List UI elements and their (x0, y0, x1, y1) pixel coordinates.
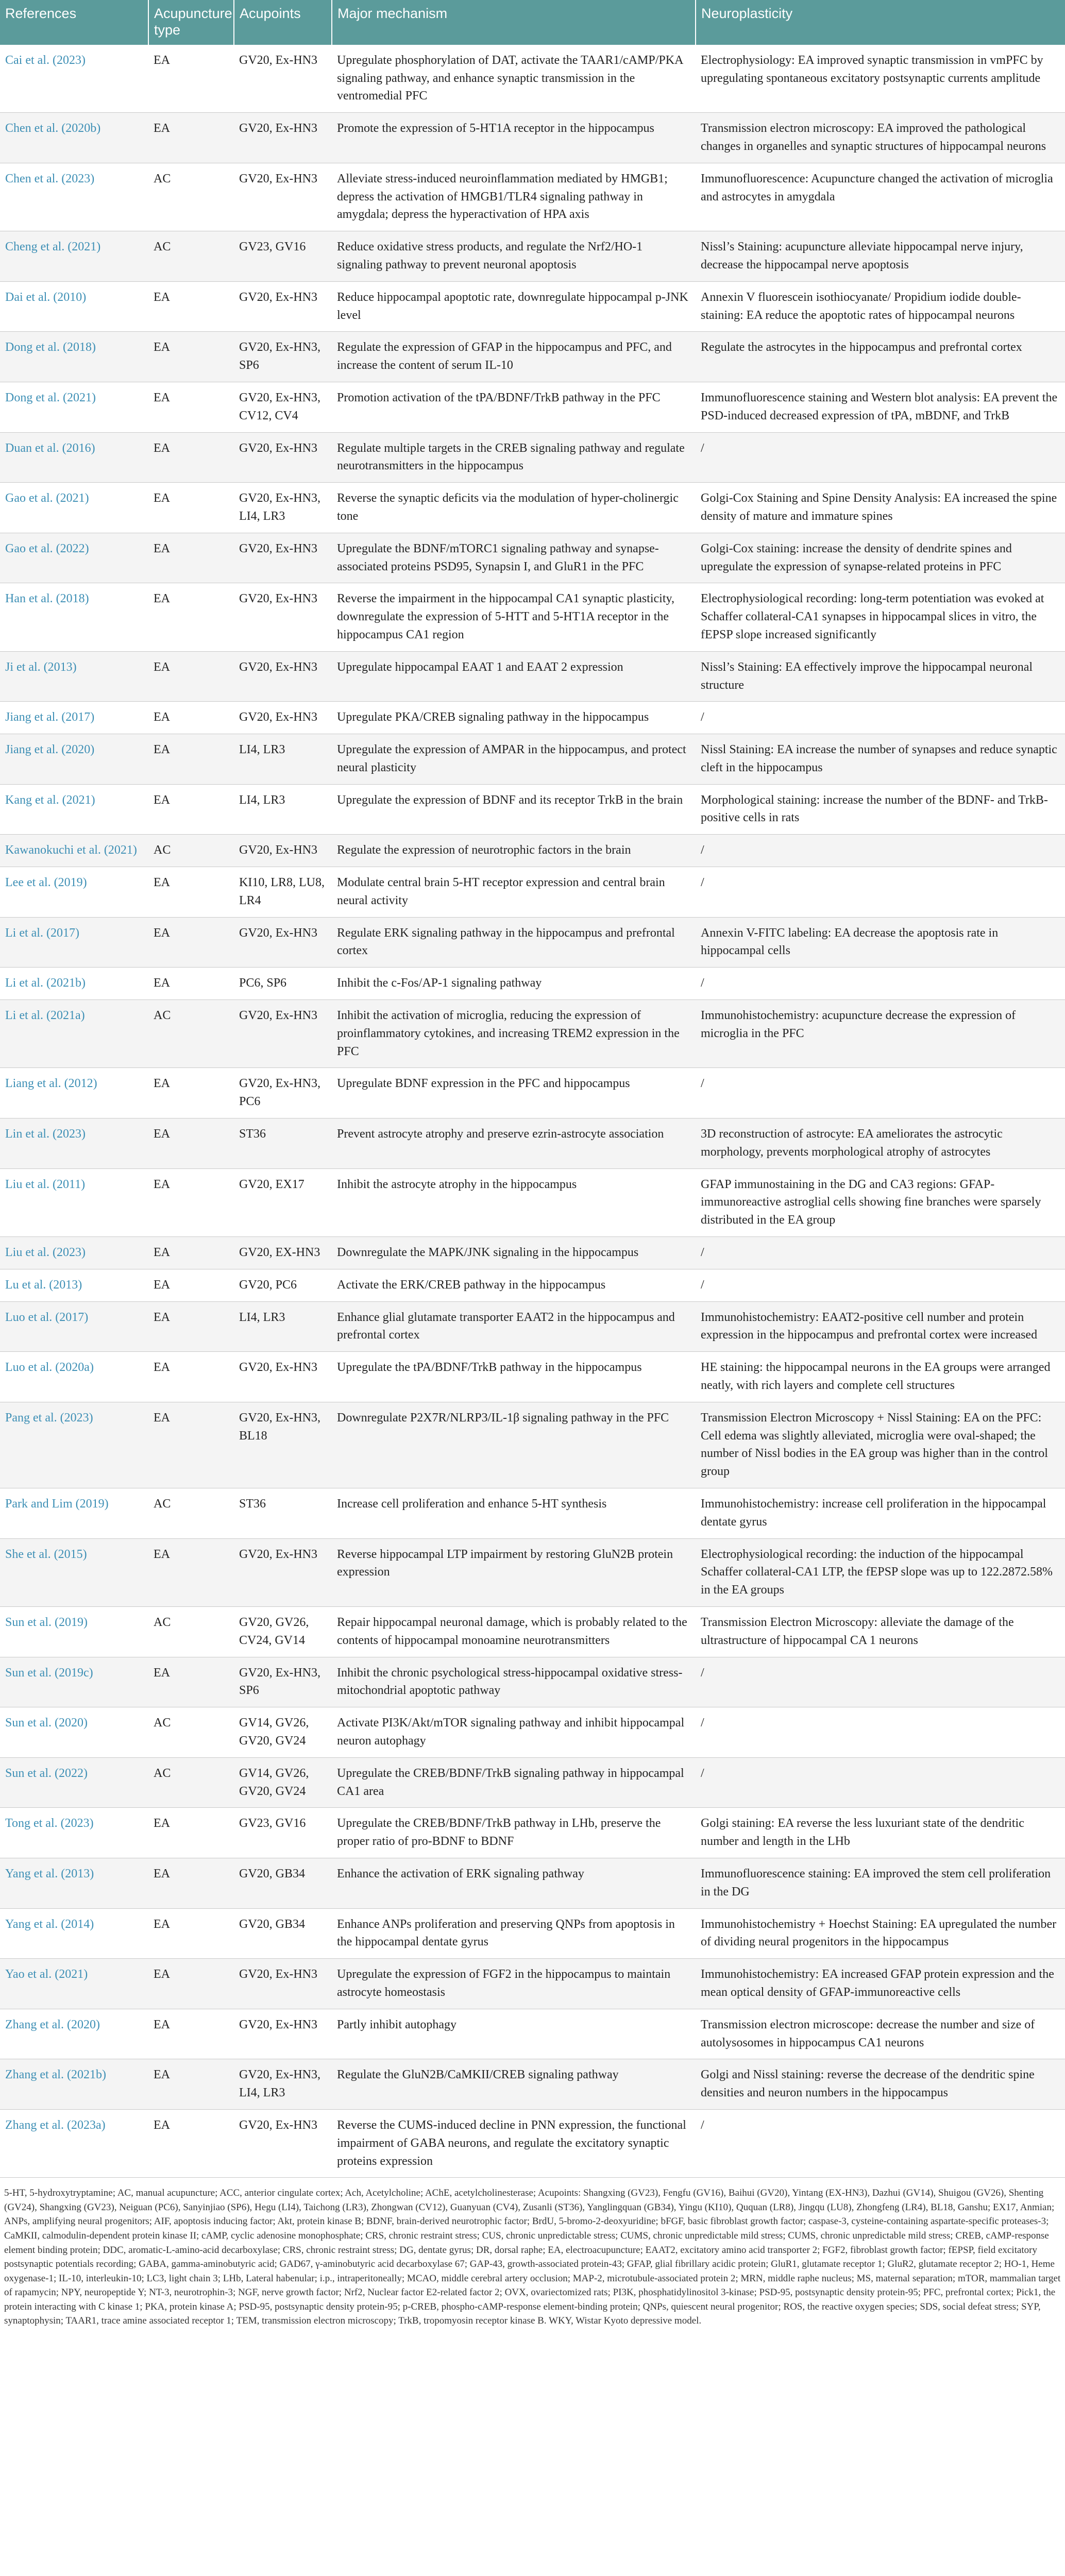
acupuncture-type-cell: EA (148, 2059, 234, 2110)
acupuncture-type-cell: EA (148, 483, 234, 533)
acupoints-cell: GV20, Ex-HN3 (234, 1538, 332, 1606)
reference-cell[interactable]: Tong et al. (2023) (0, 1808, 148, 1858)
acupuncture-type-cell: EA (148, 917, 234, 968)
acupuncture-type-cell: AC (148, 1757, 234, 1808)
table-row (0, 2109, 1065, 2177)
acupoints-cell: KI10, LR8, LU8, LR4 (234, 867, 332, 918)
neuroplasticity-cell: Nissl Staining: EA increase the number of synapses and reduce synaptic cleft in the hippocampus (696, 734, 1065, 785)
table-row (0, 113, 1065, 163)
acupuncture-type-cell: EA (148, 1168, 234, 1236)
table-row (0, 382, 1065, 432)
major-mechanism-cell: Inhibit the chronic psychological stress-hippocampal oxidative stress-mitochondrial apoptotic pathway (332, 1657, 696, 1707)
acupoints-cell: GV20, Ex-HN3 (234, 45, 332, 113)
table-row (0, 1959, 1065, 2009)
acupuncture-type-cell: EA (148, 867, 234, 918)
acupoints-cell: GV20, Ex-HN3 (234, 702, 332, 734)
acupoints-cell: ST36 (234, 1488, 332, 1539)
table-row (0, 734, 1065, 785)
acupuncture-type-cell: EA (148, 1908, 234, 1959)
major-mechanism-cell: Upregulate the tPA/BDNF/TrkB pathway in the hippocampus (332, 1352, 696, 1402)
reference-cell[interactable]: Liu et al. (2011) (0, 1168, 148, 1236)
acupoints-cell: GV14, GV26, GV20, GV24 (234, 1757, 332, 1808)
acupuncture-type-cell: EA (148, 2109, 234, 2177)
major-mechanism-cell: Modulate central brain 5-HT receptor expression and central brain neural activity (332, 867, 696, 918)
acupuncture-type-cell: AC (148, 1488, 234, 1539)
reference-cell[interactable]: Sun et al. (2020) (0, 1707, 148, 1758)
neuroplasticity-cell: GFAP immunostaining in the DG and CA3 regions: GFAP-immunoreactive astroglial cells showing fine branches were sparsely distributed in the EA group (696, 1168, 1065, 1236)
neuroplasticity-cell: / (696, 1068, 1065, 1118)
neuroplasticity-cell: / (696, 2109, 1065, 2177)
table-row (0, 1118, 1065, 1169)
neuroplasticity-cell: Golgi-Cox Staining and Spine Density Analysis: EA increased the spine density of mature and immature spines (696, 483, 1065, 533)
major-mechanism-cell: Upregulate phosphorylation of DAT, activate the TAAR1/cAMP/PKA signaling pathway, and enhance synaptic transmission in the ventromedial PFC (332, 45, 696, 113)
major-mechanism-cell: Regulate the expression of neurotrophic factors in the brain (332, 835, 696, 867)
major-mechanism-cell: Inhibit the c-Fos/AP-1 signaling pathway (332, 968, 696, 1000)
table-row (0, 1757, 1065, 1808)
table-row (0, 1657, 1065, 1707)
major-mechanism-cell: Upregulate the expression of AMPAR in the hippocampus, and protect neural plasticity (332, 734, 696, 785)
reference-cell[interactable]: Kawanokuchi et al. (2021) (0, 835, 148, 867)
reference-cell[interactable]: Zhang et al. (2023a) (0, 2109, 148, 2177)
neuroplasticity-cell: / (696, 835, 1065, 867)
acupuncture-type-cell: EA (148, 2009, 234, 2059)
major-mechanism-cell: Inhibit the astrocyte atrophy in the hippocampus (332, 1168, 696, 1236)
acupoints-cell: GV20, Ex-HN3 (234, 583, 332, 651)
acupuncture-type-cell: EA (148, 1237, 234, 1269)
neuroplasticity-cell: Golgi staining: EA reverse the less luxuriant state of the dendritic number and length in the LHb (696, 1808, 1065, 1858)
reference-cell[interactable]: Liu et al. (2023) (0, 1237, 148, 1269)
table-row (0, 1237, 1065, 1269)
acupuncture-type-cell: EA (148, 1858, 234, 1908)
acupoints-cell: GV20, Ex-HN3 (234, 917, 332, 968)
acupuncture-type-cell: EA (148, 332, 234, 382)
reference-cell[interactable]: Liang et al. (2012) (0, 1068, 148, 1118)
neuroplasticity-cell: Immunofluorescence: Acupuncture changed the activation of microglia and astrocytes in amygdala (696, 163, 1065, 231)
neuroplasticity-cell: Immunohistochemistry: increase cell proliferation in the hippocampal dentate gyrus (696, 1488, 1065, 1539)
table-row (0, 483, 1065, 533)
acupuncture-type-cell: EA (148, 113, 234, 163)
acupoints-cell: GV20, Ex-HN3 (234, 1959, 332, 2009)
acupuncture-type-cell: EA (148, 1068, 234, 1118)
reference-cell[interactable]: Jiang et al. (2017) (0, 702, 148, 734)
major-mechanism-cell: Regulate ERK signaling pathway in the hippocampus and prefrontal cortex (332, 917, 696, 968)
neuroplasticity-cell: Immunohistochemistry: EAAT2-positive cell number and protein expression in the hippocampus and prefrontal cortex were increased (696, 1301, 1065, 1352)
acupoints-cell: GV20, Ex-HN3, BL18 (234, 1402, 332, 1488)
reference-cell[interactable]: Gao et al. (2022) (0, 533, 148, 583)
table-row (0, 1858, 1065, 1908)
acupoints-cell: ST36 (234, 1118, 332, 1169)
table-row (0, 835, 1065, 867)
major-mechanism-cell: Reverse the CUMS-induced decline in PNN expression, the functional impairment of GABA neurons, and regulate the excitatory synaptic proteins expression (332, 2109, 696, 2177)
neuroplasticity-cell: Immunohistochemistry: EA increased GFAP protein expression and the mean optical density of GFAP-immunoreactive cells (696, 1959, 1065, 2009)
major-mechanism-cell: Prevent astrocyte atrophy and preserve ezrin-astrocyte association (332, 1118, 696, 1169)
major-mechanism-cell: Upregulate BDNF expression in the PFC and hippocampus (332, 1068, 696, 1118)
table-row (0, 1269, 1065, 1301)
neuroplasticity-cell: Annexin V-FITC labeling: EA decrease the apoptosis rate in hippocampal cells (696, 917, 1065, 968)
reference-cell[interactable]: Pang et al. (2023) (0, 1402, 148, 1488)
table-row (0, 2009, 1065, 2059)
acupuncture-type-cell: EA (148, 533, 234, 583)
reference-cell[interactable]: Sun et al. (2019c) (0, 1657, 148, 1707)
acupoints-cell: GV20, Ex-HN3 (234, 651, 332, 702)
table-row (0, 1707, 1065, 1758)
neuroplasticity-cell: Immunofluorescence staining: EA improved the stem cell proliferation in the DG (696, 1858, 1065, 1908)
table-row (0, 702, 1065, 734)
acupuncture-type-cell: EA (148, 651, 234, 702)
neuroplasticity-cell: / (696, 1757, 1065, 1808)
acupuncture-type-cell: EA (148, 382, 234, 432)
header-major-mechanism: Major mechanism (332, 0, 696, 45)
acupoints-cell: GV20, Ex-HN3, LI4, LR3 (234, 483, 332, 533)
acupuncture-type-cell: EA (148, 1301, 234, 1352)
neuroplasticity-cell: 3D reconstruction of astrocyte: EA ameliorates the astrocytic morphology, prevents morphological atrophy of astrocytes (696, 1118, 1065, 1169)
acupoints-cell: GV20, Ex-HN3 (234, 113, 332, 163)
acupuncture-type-cell: EA (148, 784, 234, 835)
reference-cell[interactable]: Cai et al. (2023) (0, 45, 148, 113)
acupuncture-type-cell: AC (148, 231, 234, 282)
acupoints-cell: GV20, Ex-HN3 (234, 281, 332, 332)
major-mechanism-cell: Activate PI3K/Akt/mTOR signaling pathway and inhibit hippocampal neuron autophagy (332, 1707, 696, 1758)
acupuncture-type-cell: EA (148, 1269, 234, 1301)
acupoints-cell: GV20, Ex-HN3, SP6 (234, 1657, 332, 1707)
table-row (0, 583, 1065, 651)
neuroplasticity-cell: / (696, 1237, 1065, 1269)
major-mechanism-cell: Regulate multiple targets in the CREB signaling pathway and regulate neurotransmitters in the hippocampus (332, 432, 696, 483)
reference-cell[interactable]: Yang et al. (2013) (0, 1858, 148, 1908)
header-references: References (0, 0, 148, 45)
acupoints-cell: LI4, LR3 (234, 1301, 332, 1352)
neuroplasticity-cell: Immunofluorescence staining and Western blot analysis: EA prevent the PSD-induced decreased expression of tPA, mBDNF, and TrkB (696, 382, 1065, 432)
header-row (0, 0, 1065, 45)
major-mechanism-cell: Reduce oxidative stress products, and regulate the Nrf2/HO-1 signaling pathway to prevent neuronal apoptosis (332, 231, 696, 282)
major-mechanism-cell: Upregulate PKA/CREB signaling pathway in the hippocampus (332, 702, 696, 734)
reference-cell[interactable]: Li et al. (2017) (0, 917, 148, 968)
acupuncture-type-cell: EA (148, 1402, 234, 1488)
acupoints-cell: GV20, Ex-HN3 (234, 1352, 332, 1402)
acupuncture-type-cell: AC (148, 1707, 234, 1758)
neuroplasticity-cell: Golgi and Nissl staining: reverse the decrease of the dendritic spine densities and neuron numbers in the hippocampus (696, 2059, 1065, 2110)
acupuncture-type-cell: AC (148, 1000, 234, 1068)
table-row (0, 968, 1065, 1000)
reference-cell[interactable]: Chen et al. (2023) (0, 163, 148, 231)
major-mechanism-cell: Regulate the GluN2B/CaMKII/CREB signaling pathway (332, 2059, 696, 2110)
table-row (0, 651, 1065, 702)
acupoints-cell: GV20, EX17 (234, 1168, 332, 1236)
acupoints-cell: GV20, Ex-HN3 (234, 1000, 332, 1068)
acupuncture-type-cell: EA (148, 968, 234, 1000)
table-row (0, 1168, 1065, 1236)
acupuncture-type-cell: EA (148, 45, 234, 113)
reference-cell[interactable]: Han et al. (2018) (0, 583, 148, 651)
major-mechanism-cell: Promotion activation of the tPA/BDNF/TrkB pathway in the PFC (332, 382, 696, 432)
table-row (0, 1352, 1065, 1402)
reference-cell[interactable]: Chen et al. (2020b) (0, 113, 148, 163)
acupoints-cell: GV14, GV26, GV20, GV24 (234, 1707, 332, 1758)
neuroplasticity-cell: Immunohistochemistry + Hoechst Staining: EA upregulated the number of dividing neural progenitors in the hippocampus (696, 1908, 1065, 1959)
table-row (0, 1808, 1065, 1858)
acupoints-cell: GV20, Ex-HN3, SP6 (234, 332, 332, 382)
neuroplasticity-cell: Electrophysiology: EA improved synaptic transmission in vmPFC by upregulating spontaneous excitatory postsynaptic currents amplitude (696, 45, 1065, 113)
table-row (0, 1068, 1065, 1118)
table-row (0, 1000, 1065, 1068)
acupuncture-type-cell: AC (148, 835, 234, 867)
table-row (0, 163, 1065, 231)
reference-cell[interactable]: Cheng et al. (2021) (0, 231, 148, 282)
acupuncture-type-cell: EA (148, 1118, 234, 1169)
reference-cell[interactable]: Zhang et al. (2021b) (0, 2059, 148, 2110)
reference-cell[interactable]: Luo et al. (2020a) (0, 1352, 148, 1402)
acupoints-cell: LI4, LR3 (234, 734, 332, 785)
reference-cell[interactable]: Li et al. (2021a) (0, 1000, 148, 1068)
neuroplasticity-cell: Golgi-Cox staining: increase the density of dendrite spines and upregulate the expression of synapse-related proteins in PFC (696, 533, 1065, 583)
major-mechanism-cell: Downregulate the MAPK/JNK signaling in the hippocampus (332, 1237, 696, 1269)
table-row (0, 332, 1065, 382)
neuroplasticity-cell: / (696, 1707, 1065, 1758)
table-row (0, 432, 1065, 483)
acupuncture-type-cell: AC (148, 163, 234, 231)
acupoints-cell: GV20, Ex-HN3, PC6 (234, 1068, 332, 1118)
reference-cell[interactable]: Lu et al. (2013) (0, 1269, 148, 1301)
acupoints-cell: LI4, LR3 (234, 784, 332, 835)
neuroplasticity-cell: Nissl’s Staining: acupuncture alleviate hippocampal nerve injury, decrease the hippocampal nerve apoptosis (696, 231, 1065, 282)
reference-cell[interactable]: Yang et al. (2014) (0, 1908, 148, 1959)
acupoints-cell: GV20, Ex-HN3 (234, 2009, 332, 2059)
major-mechanism-cell: Reduce hippocampal apoptotic rate, downregulate hippocampal p-JNK level (332, 281, 696, 332)
acupoints-cell: PC6, SP6 (234, 968, 332, 1000)
neuroplasticity-cell: Regulate the astrocytes in the hippocampus and prefrontal cortex (696, 332, 1065, 382)
acupoints-cell: GV20, GB34 (234, 1858, 332, 1908)
acupuncture-type-cell: EA (148, 432, 234, 483)
major-mechanism-cell: Inhibit the activation of microglia, reducing the expression of proinflammatory cytokines, and increasing TREM2 expression in the PFC (332, 1000, 696, 1068)
acupuncture-type-cell: EA (148, 281, 234, 332)
neuroplasticity-cell: / (696, 968, 1065, 1000)
major-mechanism-cell: Upregulate the CREB/BDNF/TrkB pathway in LHb, preserve the proper ratio of pro-BDNF to BDNF (332, 1808, 696, 1858)
neuroplasticity-cell: Electrophysiological recording: the induction of the hippocampal Schaffer collateral-CA1 LTP, the fEPSP slope was up to 122.2872.58% in the EA groups (696, 1538, 1065, 1606)
major-mechanism-cell: Repair hippocampal neuronal damage, which is probably related to the contents of hippocampal monoamine neurotransmitters (332, 1606, 696, 1657)
table-row (0, 867, 1065, 918)
neuroplasticity-cell: Nissl’s Staining: EA effectively improve the hippocampal neuronal structure (696, 651, 1065, 702)
table-row (0, 281, 1065, 332)
table-row (0, 917, 1065, 968)
major-mechanism-cell: Upregulate the expression of BDNF and its receptor TrkB in the brain (332, 784, 696, 835)
acupuncture-type-cell: EA (148, 734, 234, 785)
major-mechanism-cell: Reverse hippocampal LTP impairment by restoring GluN2B protein expression (332, 1538, 696, 1606)
reference-cell[interactable]: Yao et al. (2021) (0, 1959, 148, 2009)
acupoints-cell: GV20, EX-HN3 (234, 1237, 332, 1269)
table-row (0, 1538, 1065, 1606)
table-row (0, 1488, 1065, 1539)
reference-cell[interactable]: Sun et al. (2019) (0, 1606, 148, 1657)
acupoints-cell: GV20, Ex-HN3 (234, 533, 332, 583)
acupoints-cell: GV20, Ex-HN3 (234, 835, 332, 867)
header-acupuncture-type: Acupuncture type (148, 0, 234, 45)
header-neuroplasticity: Neuroplasticity (696, 0, 1065, 45)
reference-cell[interactable]: Duan et al. (2016) (0, 432, 148, 483)
major-mechanism-cell: Regulate the expression of GFAP in the hippocampus and PFC, and increase the content of serum IL-10 (332, 332, 696, 382)
acupoints-cell: GV20, Ex-HN3, LI4, LR3 (234, 2059, 332, 2110)
neuroplasticity-cell: / (696, 867, 1065, 918)
neuroplasticity-cell: Transmission electron microscope: decrease the number and size of autolysosomes in hippocampus CA1 neurons (696, 2009, 1065, 2059)
major-mechanism-cell: Promote the expression of 5-HT1A receptor in the hippocampus (332, 113, 696, 163)
acupuncture-type-cell: EA (148, 1959, 234, 2009)
table-row (0, 45, 1065, 113)
table-row (0, 1606, 1065, 1657)
acupuncture-type-cell: EA (148, 702, 234, 734)
reference-cell[interactable]: She et al. (2015) (0, 1538, 148, 1606)
major-mechanism-cell: Upregulate the expression of FGF2 in the hippocampus to maintain astrocyte homeostasis (332, 1959, 696, 2009)
reference-cell[interactable]: Sun et al. (2022) (0, 1757, 148, 1808)
neuroplasticity-cell: Immunohistochemistry: acupuncture decrease the expression of microglia in the PFC (696, 1000, 1065, 1068)
major-mechanism-cell: Enhance the activation of ERK signaling pathway (332, 1858, 696, 1908)
major-mechanism-cell: Downregulate P2X7R/NLRP3/IL-1β signaling pathway in the PFC (332, 1402, 696, 1488)
reference-cell[interactable]: Jiang et al. (2020) (0, 734, 148, 785)
acupuncture-type-cell: EA (148, 583, 234, 651)
major-mechanism-cell: Upregulate hippocampal EAAT 1 and EAAT 2 expression (332, 651, 696, 702)
acupoints-cell: GV20, Ex-HN3 (234, 163, 332, 231)
neuroplasticity-cell: / (696, 702, 1065, 734)
table-row (0, 2059, 1065, 2110)
neuroplasticity-cell: Transmission electron microscopy: EA improved the pathological changes in organelles and synaptic structures of hippocampal neurons (696, 113, 1065, 163)
major-mechanism-cell: Enhance glial glutamate transporter EAAT2 in the hippocampus and prefrontal cortex (332, 1301, 696, 1352)
major-mechanism-cell: Alleviate stress-induced neuroinflammation mediated by HMGB1; depress the activation of HMGB1/TLR4 signaling pathway in amygdala; depress the hyperactivation of HPA axis (332, 163, 696, 231)
table-row (0, 1301, 1065, 1352)
reference-cell[interactable]: Dai et al. (2010) (0, 281, 148, 332)
header-acupoints: Acupoints (234, 0, 332, 45)
table-row (0, 1908, 1065, 1959)
neuroplasticity-cell: / (696, 432, 1065, 483)
neuroplasticity-cell: Annexin V fluorescein isothiocyanate/ Propidium iodide double-staining: EA reduce the apoptotic rates of hippocampal neurons (696, 281, 1065, 332)
reference-cell[interactable]: Zhang et al. (2020) (0, 2009, 148, 2059)
major-mechanism-cell: Activate the ERK/CREB pathway in the hippocampus (332, 1269, 696, 1301)
major-mechanism-cell: Enhance ANPs proliferation and preserving QNPs from apoptosis in the hippocampal dentate gyrus (332, 1908, 696, 1959)
major-mechanism-cell: Increase cell proliferation and enhance 5-HT synthesis (332, 1488, 696, 1539)
reference-cell[interactable]: Lin et al. (2023) (0, 1118, 148, 1169)
neuroplasticity-cell: HE staining: the hippocampal neurons in the EA groups were arranged neatly, with rich layers and complete cell structures (696, 1352, 1065, 1402)
major-mechanism-cell: Upregulate the BDNF/mTORC1 signaling pathway and synapse-associated proteins PSD95, Synapsin I, and GluR1 in the PFC (332, 533, 696, 583)
reference-cell[interactable]: Gao et al. (2021) (0, 483, 148, 533)
reference-cell[interactable]: Ji et al. (2013) (0, 651, 148, 702)
major-mechanism-cell: Reverse the impairment in the hippocampal CA1 synaptic plasticity, downregulate the expression of 5-HTT and 5-HT1A receptor in the hippocampus CA1 region (332, 583, 696, 651)
acupoints-cell: GV20, Ex-HN3 (234, 432, 332, 483)
table-footnote: 5-HT, 5-hydroxytryptamine; AC, manual acupuncture; ACC, anterior cingulate cortex; Ach, Acetylcholine; AChE, acetylcholinesterase; Acupoints: Shangxing (GV23), Fengfu (GV16), Baihui (GV20), Yintang (EX-HN3), Dazhui (GV14), Shuigou (GV26), Shenting (GV24), Shangxing (GV23), Neiguan (PC6), Sanyinjiao (SP6), Hegu (LI4), Taichong (LR3), Zhongwan (CV12), Guanyuan (CV4), Zusanli (ST36), Yanglingquan (GB34), Yingu (KI10), Ququan (LR8), Jingqu (LU8), Zhongfeng (LR4), BL18, Ganshu; EX17, Anmian; ANPs, amplifying neural progenitors; AIF, apoptosis inducing factor; Akt, protein kinase B; BDNF, brain-derived neurotrophic factor; BrdU, 5-bromo-2-deoxyuridine; bFGF, basic fibroblast growth factor; caspase-3, cysteine-containing aspartate-specific proteases-3; CaMKII, calmodulin-dependent protein kinase II; cAMP, cyclic adenosine monophosphate; CRS, chronic restraint stress; CUS, chronic unpredictable stress; CUMS, chronic unpredictable mild stress; CUMS, chronic unpredictable mild stress; CREB, cAMP-response element binding protein; DDC, aromatic-L-amino-acid decarboxylase; CRS, chronic restraint stress; DG, dentate gyrus; DR, dorsal raphe; EA, electroacupuncture; EAAT2, excitatory amino acid transporter 2; FGF2, fibroblast growth factor; fEPSP, field excitatory postsynaptic potentials recording; GABA, gamma-aminobutyric acid; GAD67, γ-aminobutyric acid decarboxylase 67; GAP-43, growth-associated protein-43; GFAP, glial fibrillary acidic protein; GluR1, glutamate receptor 1; GluR2, glutamate receptor 2; HO-1, Heme oxygenase-1; IL-10, interleukin-10; LC3, light chain 3; LHb, Lateral habenular; i.p., intraperitoneally; MCAO, middle cerebral artery occlusion; MAP-2, microtubule-associated protein 2; MRN, middle raphe nucleus; MS, maternal separation; mTOR, mammalian target of rapamycin; NPY, neuropeptide Y; NT-3, neurotrophin-3; NGF, nerve growth factor; Nrf2, Nuclear factor E2-related factor 2; OVX, ovariectomized rats; PI3K, phosphatidylinositol 3-kinase; PSD-95, postsynaptic density protein-95; PFC, prefrontal cortex; Pick1, the protein interacting with C kinase 1; PKA, protein kinase A; PSD-95, postsynaptic density protein-95; p-CREB, phospho-cAMP-response element-binding protein; QNPs, quiescent neural progenitor; ROS, the reactive oxygen species; SDS, social defeat stress; SYP, synaptophysin; TAAR1, trace amine associated receptor 1; TEM, transmission electron microscopy; TrkB, tropomyosin receptor kinase B. WKY, Wistar Kyoto depressive model. (4, 2188, 1061, 2327)
acupoints-cell: GV20, Ex-HN3, CV12, CV4 (234, 382, 332, 432)
neuroplasticity-cell: Electrophysiological recording: long-term potentiation was evoked at Schaffer collateral-CA1 synapses in hippocampal slices in vitro, the fEPSP slope increased significantly (696, 583, 1065, 651)
major-mechanism-cell: Partly inhibit autophagy (332, 2009, 696, 2059)
acupuncture-type-cell: EA (148, 1352, 234, 1402)
table-row (0, 1402, 1065, 1488)
acupuncture-type-cell: EA (148, 1657, 234, 1707)
neuroplasticity-cell: Transmission Electron Microscopy + Nissl Staining: EA on the PFC: Cell edema was slightly alleviated, microglia were oval-shaped; the number of Nissl bodies in the EA group was higher than in the control group (696, 1402, 1065, 1488)
reference-cell[interactable]: Lee et al. (2019) (0, 867, 148, 918)
neuroplasticity-cell: Transmission Electron Microscopy: alleviate the damage of the ultrastructure of hippocampal CA 1 neurons (696, 1606, 1065, 1657)
reference-cell[interactable]: Dong et al. (2018) (0, 332, 148, 382)
table-row (0, 784, 1065, 835)
acupoints-cell: GV20, Ex-HN3 (234, 2109, 332, 2177)
table-row (0, 231, 1065, 282)
reference-cell[interactable]: Park and Lim (2019) (0, 1488, 148, 1539)
table-row (0, 533, 1065, 583)
neuroplasticity-cell: / (696, 1657, 1065, 1707)
major-mechanism-cell: Reverse the synaptic deficits via the modulation of hyper-cholinergic tone (332, 483, 696, 533)
acupoints-cell: GV20, GB34 (234, 1908, 332, 1959)
acupoints-cell: GV20, PC6 (234, 1269, 332, 1301)
reference-cell[interactable]: Kang et al. (2021) (0, 784, 148, 835)
acupuncture-type-cell: EA (148, 1808, 234, 1858)
neuroplasticity-cell: Morphological staining: increase the number of the BDNF- and TrkB-positive cells in rats (696, 784, 1065, 835)
major-mechanism-cell: Upregulate the CREB/BDNF/TrkB signaling pathway in hippocampal CA1 area (332, 1757, 696, 1808)
reference-cell[interactable]: Li et al. (2021b) (0, 968, 148, 1000)
acupuncture-type-cell: EA (148, 1538, 234, 1606)
acupoints-cell: GV23, GV16 (234, 1808, 332, 1858)
table-body (0, 45, 1065, 2178)
neuroplasticity-cell: / (696, 1269, 1065, 1301)
reference-cell[interactable]: Dong et al. (2021) (0, 382, 148, 432)
acupoints-cell: GV20, GV26, CV24, GV14 (234, 1606, 332, 1657)
acupoints-cell: GV23, GV16 (234, 231, 332, 282)
reference-cell[interactable]: Luo et al. (2017) (0, 1301, 148, 1352)
table-header (0, 0, 1065, 45)
acupuncture-type-cell: AC (148, 1606, 234, 1657)
